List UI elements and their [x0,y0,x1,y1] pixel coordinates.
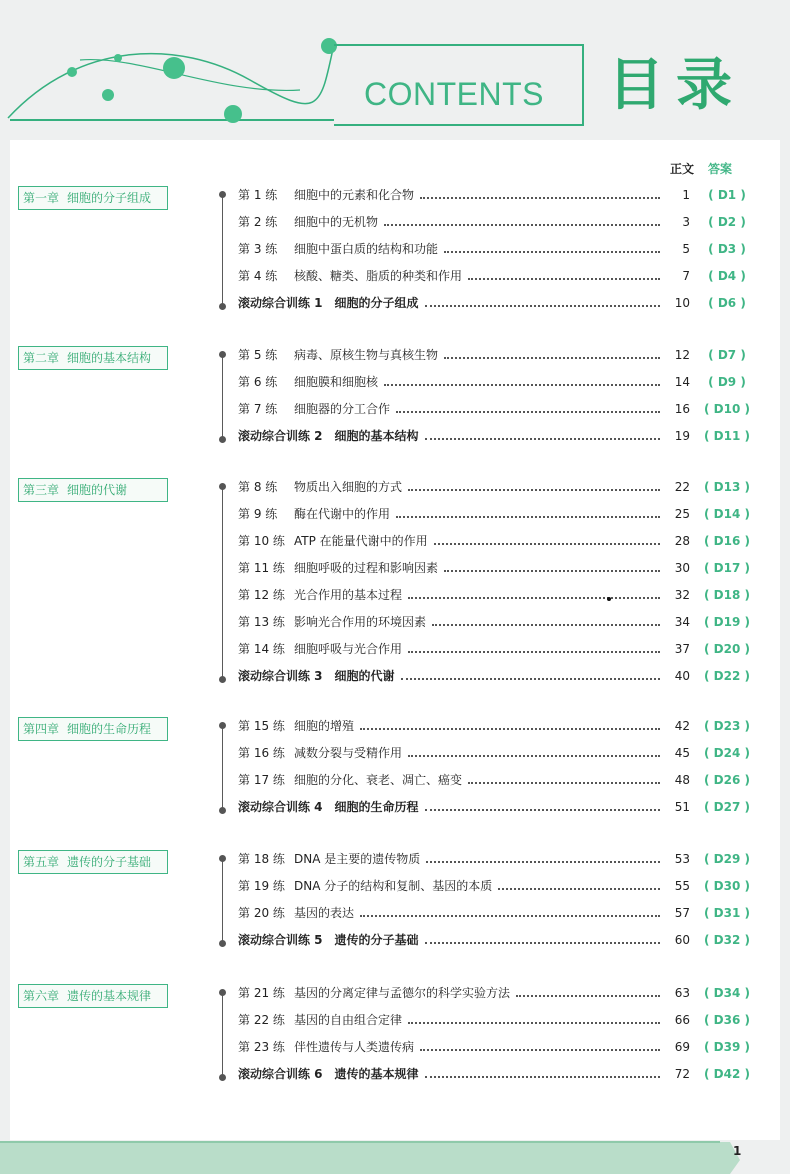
answer-ref: ( D16 ) [704,534,750,548]
lesson-entry[interactable] [238,850,768,868]
connector-dot [219,303,226,310]
dot-leader [408,597,660,599]
dot-leader [420,197,660,199]
answer-ref: ( D3 ) [708,242,746,256]
dot-leader [425,1076,660,1078]
dot-leader [468,278,660,280]
column-header-page: 正文 [670,162,695,176]
answer-ref: ( D6 ) [708,296,746,310]
lesson-number: 第 21 练 [238,986,285,1000]
review-title: 滚动综合训练 3 细胞的代谢 [238,669,395,683]
lesson-number: 第 8 练 [238,480,278,494]
lesson-entry[interactable] [238,1011,768,1029]
lesson-entry[interactable] [238,904,768,922]
chapter-connector-line [222,352,223,439]
page-title: 目录 [608,53,744,118]
answer-ref: ( D26 ) [704,773,750,787]
page-ref: 1 [682,188,690,202]
lesson-entry[interactable] [238,186,768,204]
lesson-entry[interactable] [238,532,768,550]
lesson-number: 第 7 练 [238,402,278,416]
lesson-number: 第 23 练 [238,1040,285,1054]
lesson-topic: 细胞中蛋白质的结构和功能 [294,242,439,256]
lesson-number: 第 9 练 [238,507,278,521]
dot-leader [384,384,660,386]
chapter-name: 细胞的基本结构 [67,351,152,365]
lesson-number: 第 22 练 [238,1013,285,1027]
lesson-topic: 基因的表达 [294,906,355,920]
lesson-entry[interactable] [238,240,768,258]
answer-ref: ( D27 ) [704,800,750,814]
chapter-number: 第六章 [23,989,60,1003]
stray-mark [607,597,611,601]
review-title: 滚动综合训练 2 细胞的基本结构 [238,429,419,443]
lesson-number: 第 18 练 [238,852,285,866]
connector-dot [219,483,226,490]
answer-ref: ( D13 ) [704,480,750,494]
chapter-connector-line [222,856,223,943]
answer-ref: ( D23 ) [704,719,750,733]
answer-ref: ( D18 ) [704,588,750,602]
dot-leader [401,678,660,680]
page-ref: 63 [674,986,690,1000]
lesson-entry[interactable] [238,478,768,496]
page-ref: 53 [674,852,690,866]
lesson-entry[interactable] [238,984,768,1002]
review-entry[interactable] [238,427,768,445]
page-ref: 60 [674,933,690,947]
dot-leader [444,251,660,253]
lesson-entry[interactable] [238,717,768,735]
chapter-number: 第四章 [23,722,60,736]
lesson-topic: 物质出入细胞的方式 [294,480,403,494]
answer-ref: ( D11 ) [704,429,750,443]
lesson-number: 第 13 练 [238,615,285,629]
lesson-entry[interactable] [238,877,768,895]
lesson-number: 第 16 练 [238,746,285,760]
review-title: 滚动综合训练 6 遗传的基本规律 [238,1067,419,1081]
lesson-entry[interactable] [238,559,768,577]
page-ref: 16 [674,402,690,416]
page-ref: 12 [674,348,690,362]
dot-leader [425,809,660,811]
review-title: 滚动综合训练 4 细胞的生命历程 [238,800,419,814]
page-ref: 57 [674,906,690,920]
lesson-topic: 基因的自由组合定律 [294,1013,403,1027]
column-header-answer: 答案 [708,162,733,176]
chapter-name: 细胞的分子组成 [67,191,152,205]
page-ref: 3 [682,215,690,229]
answer-ref: ( D20 ) [704,642,750,656]
dot-leader [434,543,660,545]
review-title: 滚动综合训练 5 遗传的分子基础 [238,933,419,947]
answer-ref: ( D19 ) [704,615,750,629]
page-ref: 14 [674,375,690,389]
lesson-entry[interactable] [238,400,768,418]
page-ref: 34 [674,615,690,629]
connector-dot [219,807,226,814]
page-ref: 69 [674,1040,690,1054]
lesson-entry[interactable] [238,373,768,391]
page-ref: 25 [674,507,690,521]
dot-leader [384,224,660,226]
lesson-number: 第 2 练 [238,215,278,229]
lesson-topic: 细胞呼吸的过程和影响因素 [294,561,439,575]
lesson-topic: 细胞中的无机物 [294,215,379,229]
connector-dot [219,940,226,947]
answer-ref: ( D39 ) [704,1040,750,1054]
answer-ref: ( D14 ) [704,507,750,521]
lesson-topic: 细胞中的元素和化合物 [294,188,415,202]
chapter-number: 第三章 [23,483,60,497]
page-ref: 22 [674,480,690,494]
lesson-number: 第 1 练 [238,188,278,202]
page-ref: 48 [674,773,690,787]
lesson-number: 第 12 练 [238,588,285,602]
review-title: 滚动综合训练 1 细胞的分子组成 [238,296,419,310]
answer-ref: ( D22 ) [704,669,750,683]
lesson-number: 第 20 练 [238,906,285,920]
dot-leader [408,1022,660,1024]
chapter-number: 第二章 [23,351,60,365]
dot-leader [420,1049,660,1051]
chapter-label [18,850,168,874]
lesson-topic: 核酸、糖类、脂质的种类和作用 [294,269,463,283]
lesson-topic: 影响光合作用的环境因素 [294,615,427,629]
dot-leader [360,915,660,917]
dot-leader [444,570,660,572]
review-entry[interactable] [238,798,768,816]
review-entry[interactable] [238,1065,768,1083]
connector-dot [219,351,226,358]
lesson-number: 第 19 练 [238,879,285,893]
answer-ref: ( D1 ) [708,188,746,202]
dot-leader [432,624,660,626]
lesson-number: 第 5 练 [238,348,278,362]
header [0,0,790,140]
answer-ref: ( D34 ) [704,986,750,1000]
review-entry[interactable] [238,667,768,685]
dot-leader [426,861,660,863]
chapter-connector-line [222,723,223,810]
lesson-topic: 光合作用的基本过程 [294,588,403,602]
lesson-topic: 减数分裂与受精作用 [294,746,403,760]
lesson-topic: 细胞呼吸与光合作用 [294,642,403,656]
chapter-label [18,346,168,370]
dot-leader [425,438,660,440]
dot-leader [425,305,660,307]
lesson-number: 第 15 练 [238,719,285,733]
page-ref: 30 [674,561,690,575]
answer-ref: ( D7 ) [708,348,746,362]
footer-bar [0,1138,790,1174]
connector-dot [219,191,226,198]
answer-ref: ( D31 ) [704,906,750,920]
connector-dot [219,855,226,862]
answer-ref: ( D2 ) [708,215,746,229]
dot-leader [408,489,660,491]
lesson-number: 第 6 练 [238,375,278,389]
answer-ref: ( D9 ) [708,375,746,389]
lesson-topic: 病毒、原核生物与真核生物 [294,348,439,362]
lesson-topic: 细胞的增殖 [294,719,355,733]
chapter-connector-line [222,192,223,306]
lesson-entry[interactable] [238,613,768,631]
answer-ref: ( D24 ) [704,746,750,760]
lesson-number: 第 10 练 [238,534,285,548]
dot-leader [396,516,660,518]
lesson-topic: DNA 是主要的遗传物质 [294,852,421,866]
dot-leader [425,942,660,944]
chapter-label [18,478,168,502]
page-ref: 45 [674,746,690,760]
dot-leader [396,411,660,413]
chapter-connector-line [222,990,223,1077]
lesson-topic: DNA 分子的结构和复制、基因的本质 [294,879,493,893]
page-ref: 55 [674,879,690,893]
lesson-topic: 伴性遗传与人类遗传病 [294,1040,415,1054]
lesson-entry[interactable] [238,640,768,658]
lesson-number: 第 11 练 [238,561,285,575]
page-ref: 40 [674,669,690,683]
chapter-label [18,717,168,741]
chapter-number: 第一章 [23,191,60,205]
lesson-entry[interactable] [238,213,768,231]
review-entry[interactable] [238,931,768,949]
page-ref: 37 [674,642,690,656]
chapter-number: 第五章 [23,855,60,869]
lesson-number: 第 3 练 [238,242,278,256]
answer-ref: ( D30 ) [704,879,750,893]
page-ref: 7 [682,269,690,283]
lesson-entry[interactable] [238,267,768,285]
lesson-topic: 细胞器的分工合作 [294,402,391,416]
page-ref: 51 [674,800,690,814]
page-ref: 42 [674,719,690,733]
connector-dot [219,436,226,443]
chapter-connector-line [222,484,223,679]
page-ref: 28 [674,534,690,548]
lesson-topic: 酶在代谢中的作用 [294,507,391,521]
connector-dot [219,989,226,996]
page-ref: 10 [674,296,690,310]
lesson-topic: ATP 在能量代谢中的作用 [294,534,428,548]
dot-leader [516,995,660,997]
dot-leader [498,888,660,890]
chapter-name: 遗传的分子基础 [67,855,152,869]
chapter-name: 遗传的基本规律 [67,989,152,1003]
connector-dot [219,722,226,729]
answer-ref: ( D10 ) [704,402,750,416]
page-ref: 72 [674,1067,690,1081]
lesson-entry[interactable] [238,346,768,364]
chapter-label [18,186,168,210]
lesson-topic: 细胞的分化、衰老、凋亡、癌变 [294,773,463,787]
page-ref: 5 [682,242,690,256]
lesson-entry[interactable] [238,744,768,762]
lesson-entry[interactable] [238,505,768,523]
review-entry[interactable] [238,294,768,312]
page-ref: 66 [674,1013,690,1027]
lesson-number: 第 4 练 [238,269,278,283]
page-number: 1 [733,1144,742,1158]
dot-leader [408,651,660,653]
lesson-number: 第 14 练 [238,642,285,656]
dot-leader [468,782,660,784]
page-ref: 19 [674,429,690,443]
lesson-topic: 细胞膜和细胞核 [294,375,379,389]
answer-ref: ( D36 ) [704,1013,750,1027]
chapter-label [18,984,168,1008]
connector-dot [219,676,226,683]
lesson-topic: 基因的分离定律与孟德尔的科学实验方法 [294,986,511,1000]
lesson-entry[interactable] [238,1038,768,1056]
connector-dot [219,1074,226,1081]
chapter-name: 细胞的代谢 [67,483,128,497]
lesson-entry[interactable] [238,586,768,604]
lesson-number: 第 17 练 [238,773,285,787]
answer-ref: ( D29 ) [704,852,750,866]
contents-heading: CONTENTS [364,76,544,112]
dot-leader [408,755,660,757]
dot-leader [444,357,660,359]
answer-ref: ( D4 ) [708,269,746,283]
answer-ref: ( D17 ) [704,561,750,575]
lesson-entry[interactable] [238,771,768,789]
answer-ref: ( D42 ) [704,1067,750,1081]
chapter-name: 细胞的生命历程 [67,722,152,736]
dot-leader [360,728,660,730]
page-ref: 32 [674,588,690,602]
answer-ref: ( D32 ) [704,933,750,947]
